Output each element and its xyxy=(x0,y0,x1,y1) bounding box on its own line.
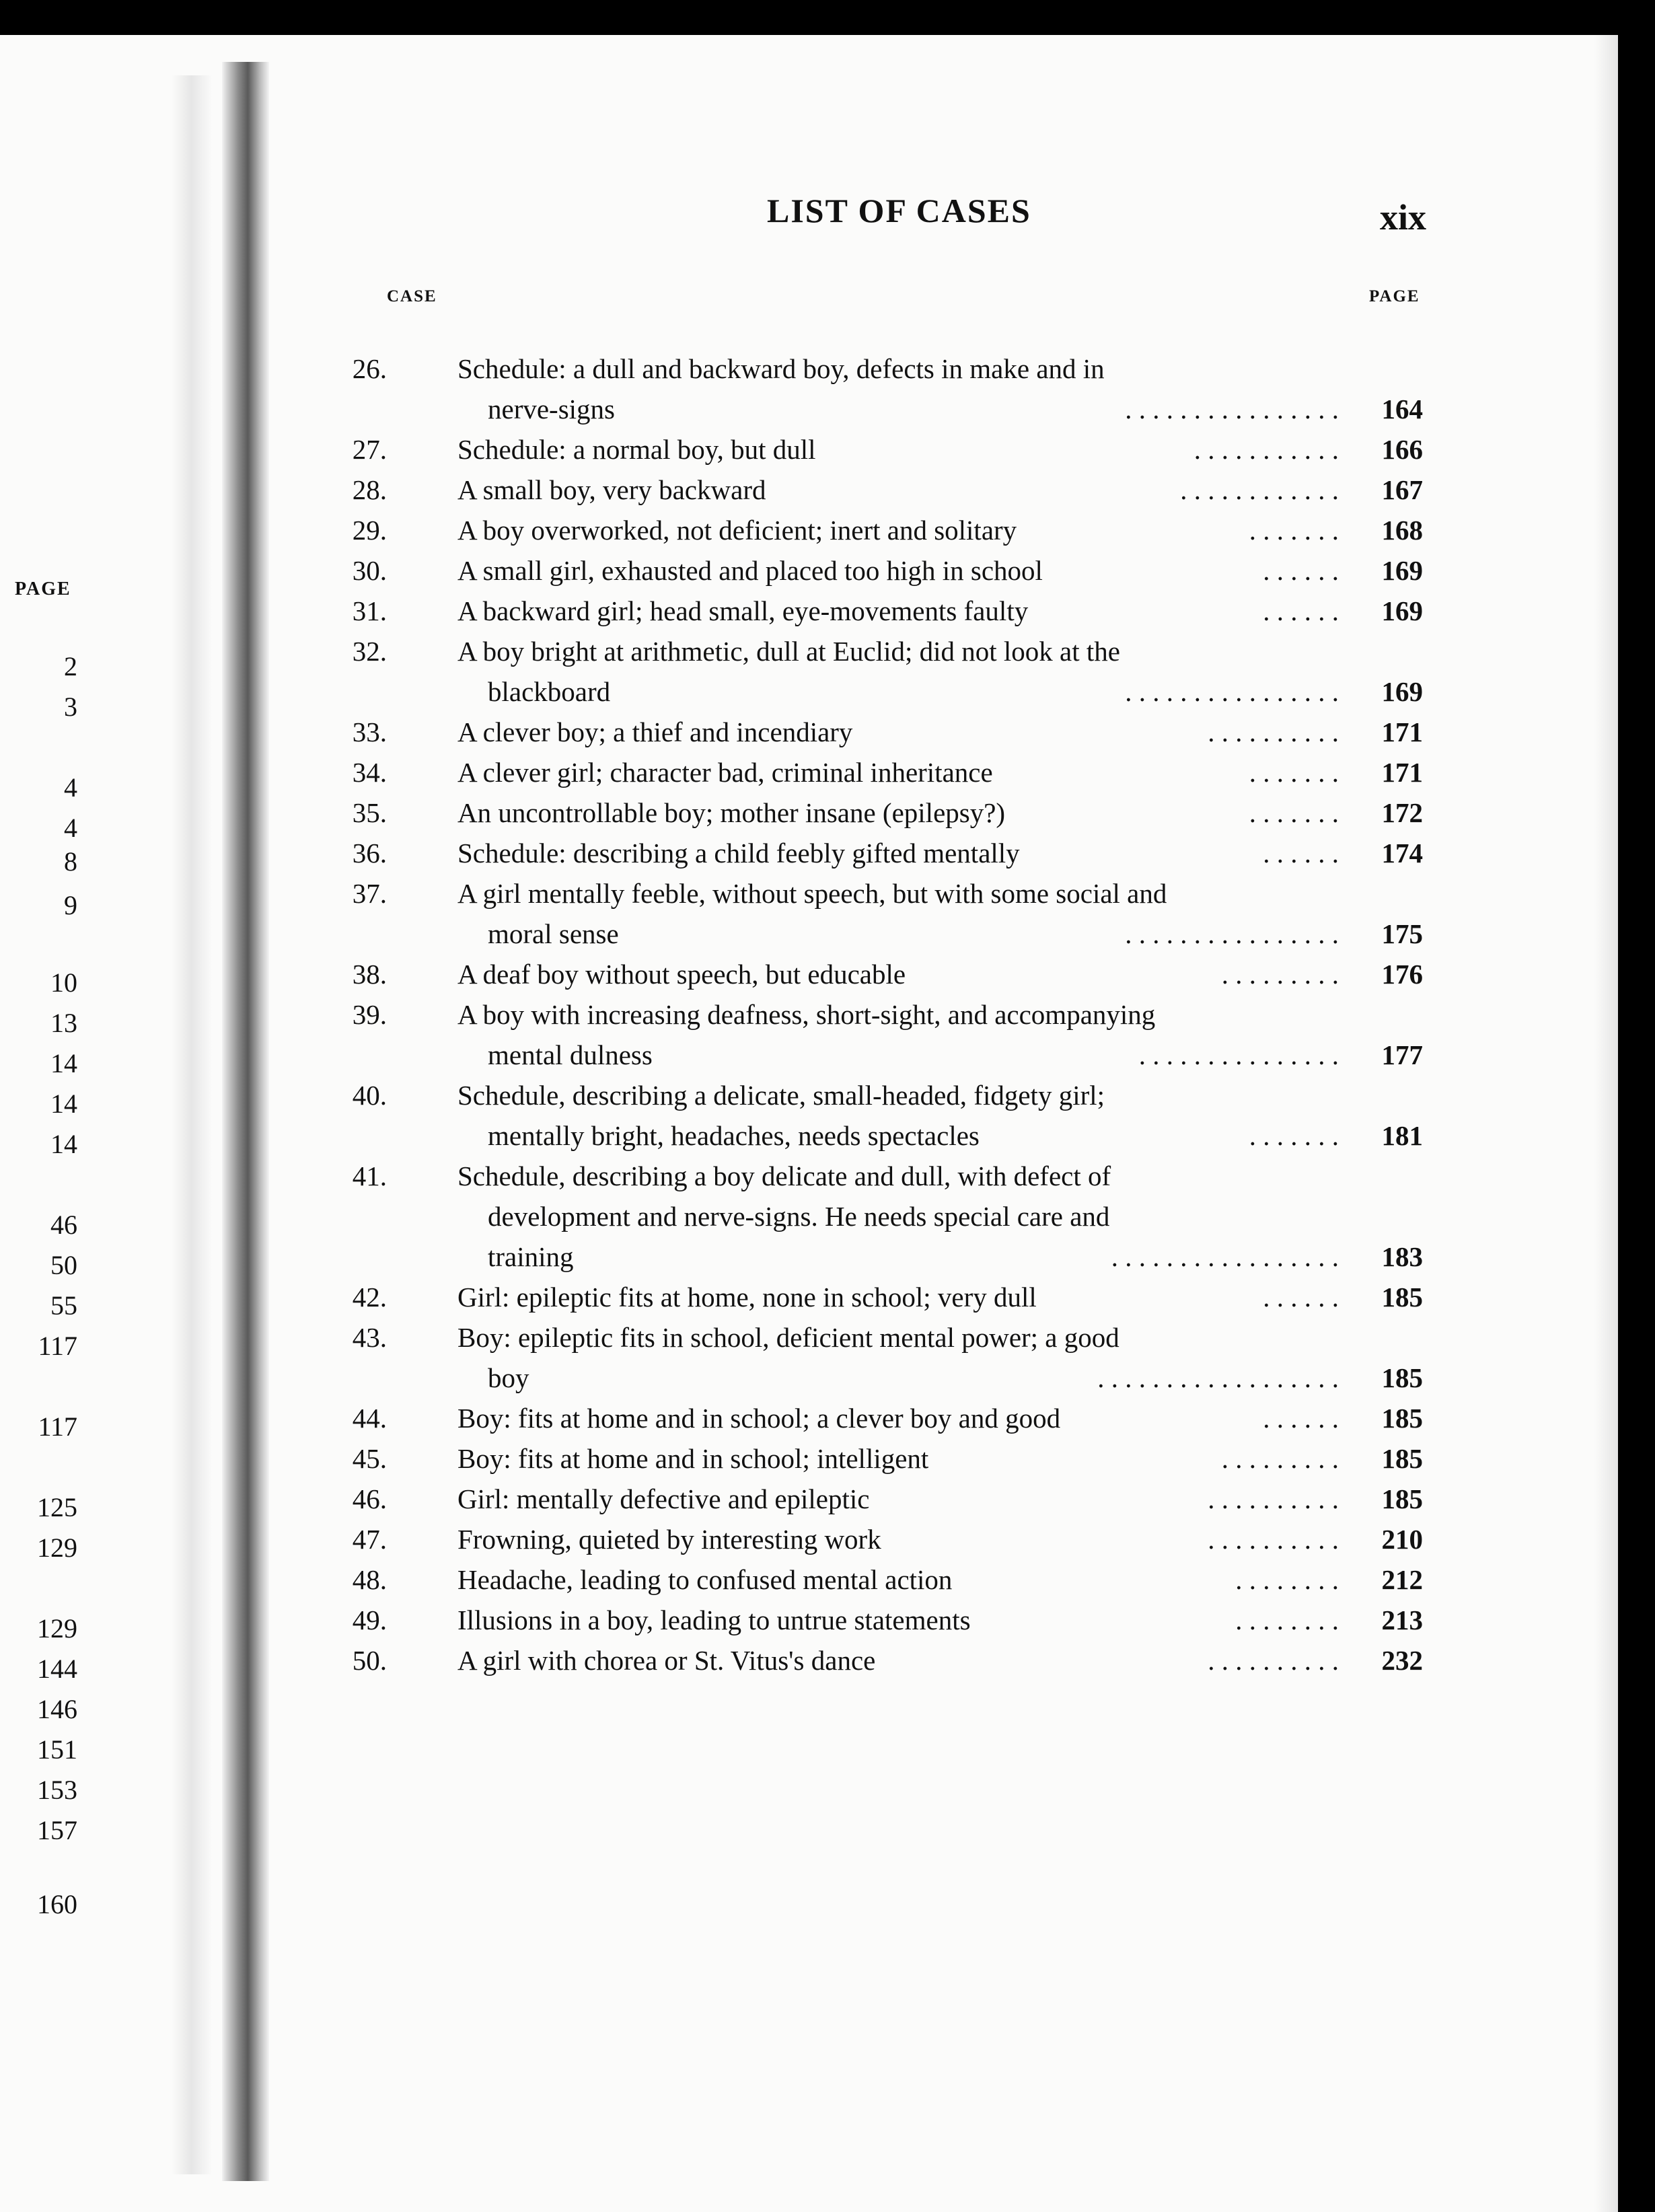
case-description: Schedule: a normal boy, but dull xyxy=(457,434,816,465)
case-page-number: 169 xyxy=(1381,595,1423,626)
case-page-number: 181 xyxy=(1381,1120,1423,1151)
left-page-column-heading: PAGE xyxy=(15,579,71,599)
case-description: Illusions in a boy, leading to untrue statements xyxy=(457,1605,971,1635)
dot-leader: . . . . . . . . . . . . . . . . xyxy=(1125,918,1339,949)
left-page-number: 50 xyxy=(50,1250,77,1280)
left-page-number: 129 xyxy=(37,1533,77,1563)
case-number: 39. xyxy=(352,999,387,1030)
left-page-number: 153 xyxy=(37,1775,77,1805)
case-description: Schedule: a dull and backward boy, defects in make and in xyxy=(457,353,1105,384)
case-number: 43. xyxy=(352,1322,387,1353)
case-description: mentally bright, headaches, needs spectacles xyxy=(488,1120,980,1151)
dot-leader: . . . . . . . . . . xyxy=(1208,1524,1339,1555)
case-column-heading: CASE xyxy=(387,287,437,305)
dot-leader: . . . . . . . xyxy=(1249,797,1339,828)
left-page-number: 2 xyxy=(64,651,77,681)
case-page-number: 176 xyxy=(1381,959,1423,990)
case-page-number: 172 xyxy=(1381,797,1423,828)
dot-leader: . . . . . . xyxy=(1263,1403,1339,1434)
case-page-number: 167 xyxy=(1381,474,1423,505)
case-description: A small girl, exhausted and placed too high in school xyxy=(457,555,1043,586)
case-page-number: 166 xyxy=(1381,434,1423,465)
case-number: 46. xyxy=(352,1483,387,1514)
case-number: 30. xyxy=(352,555,387,586)
case-page-number: 183 xyxy=(1381,1241,1423,1272)
case-page-number: 169 xyxy=(1381,555,1423,586)
case-page-number: 185 xyxy=(1381,1483,1423,1514)
dot-leader: . . . . . . . . . xyxy=(1221,1443,1339,1474)
case-description: Schedule: describing a child feebly gifted mentally xyxy=(457,838,1020,869)
left-page-number: 160 xyxy=(37,1889,77,1919)
case-page-number: 213 xyxy=(1381,1605,1423,1635)
left-page-number: 4 xyxy=(64,772,77,803)
case-page-number: 171 xyxy=(1381,716,1423,747)
case-number: 31. xyxy=(352,595,387,626)
dot-leader: . . . . . . . . . xyxy=(1221,959,1339,990)
case-page-number: 185 xyxy=(1381,1443,1423,1474)
case-description: Schedule, describing a delicate, small-headed, fidgety girl; xyxy=(457,1080,1105,1111)
case-description: A small boy, very backward xyxy=(457,474,766,505)
case-description: A backward girl; head small, eye-movements faulty xyxy=(457,595,1029,626)
dot-leader: . . . . . . . . . . . . . . . . xyxy=(1125,676,1339,707)
dot-leader: . . . . . . . . . . . . xyxy=(1180,474,1339,505)
case-description: Schedule, describing a boy delicate and dull, with defect of xyxy=(457,1160,1111,1191)
case-number: 50. xyxy=(352,1645,387,1676)
case-description: mental dulness xyxy=(488,1039,653,1070)
case-number: 38. xyxy=(352,959,387,990)
case-number: 36. xyxy=(352,838,387,869)
left-page-number: 151 xyxy=(37,1734,77,1765)
left-page-number: 144 xyxy=(37,1654,77,1684)
case-description: A clever boy; a thief and incendiary xyxy=(457,716,853,747)
dot-leader: . . . . . . . . . . . . . . . . xyxy=(1125,394,1339,425)
case-description: Headache, leading to confused mental action xyxy=(457,1564,953,1595)
case-number: 32. xyxy=(352,636,387,667)
left-page-number: 157 xyxy=(37,1815,77,1845)
case-description: Girl: mentally defective and epileptic xyxy=(457,1483,870,1514)
left-page-number: 117 xyxy=(38,1411,77,1442)
dot-leader: . . . . . . . . . . . . . . . . . xyxy=(1111,1241,1339,1272)
dot-leader: . . . . . . . . . . xyxy=(1208,1483,1339,1514)
case-number: 40. xyxy=(352,1080,387,1111)
case-page-number: 164 xyxy=(1381,394,1423,425)
case-number: 48. xyxy=(352,1564,387,1595)
case-description: Boy: epileptic fits in school, deficient mental power; a good xyxy=(457,1322,1119,1353)
dot-leader: . . . . . . . xyxy=(1249,515,1339,546)
case-description: boy xyxy=(488,1362,529,1393)
left-page-number: 129 xyxy=(37,1613,77,1644)
left-page-number: 14 xyxy=(50,1089,77,1119)
left-page-number: 14 xyxy=(50,1048,77,1078)
dot-leader: . . . . . . xyxy=(1263,838,1339,869)
case-page-number: 175 xyxy=(1381,918,1423,949)
case-number: 35. xyxy=(352,797,387,828)
page-edge xyxy=(1594,35,1618,2212)
left-page-number: 146 xyxy=(37,1694,77,1724)
dot-leader: . . . . . . . . . . . . . . . xyxy=(1138,1039,1339,1070)
left-page-number: 3 xyxy=(64,692,77,722)
dot-leader: . . . . . . . . . . xyxy=(1208,1645,1339,1676)
case-description: moral sense xyxy=(488,918,619,949)
page-folio: xix xyxy=(1379,197,1426,237)
case-number: 37. xyxy=(352,878,387,909)
case-description: An uncontrollable boy; mother insane (epilepsy?) xyxy=(457,797,1006,828)
case-page-number: 174 xyxy=(1381,838,1423,869)
page-column-heading: PAGE xyxy=(1369,287,1420,305)
left-page-number: 8 xyxy=(64,846,77,877)
page-shadow xyxy=(172,75,212,2174)
dot-leader: . . . . . . . . xyxy=(1235,1564,1339,1595)
dot-leader: . . . . . . . . . . . xyxy=(1193,434,1339,465)
case-description: A clever girl; character bad, criminal inheritance xyxy=(457,757,993,788)
left-page-number: 46 xyxy=(50,1210,77,1240)
left-page-number: 125 xyxy=(37,1492,77,1522)
case-page-number: 185 xyxy=(1381,1362,1423,1393)
dot-leader: . . . . . . . . . . . . . . . . . . xyxy=(1097,1362,1339,1393)
case-description: blackboard xyxy=(488,676,611,707)
case-description: Frowning, quieted by interesting work xyxy=(457,1524,881,1555)
case-description: A deaf boy without speech, but educable xyxy=(457,959,906,990)
case-page-number: 232 xyxy=(1381,1645,1423,1676)
running-head: LIST OF CASES xyxy=(767,192,1031,229)
case-page-number: 168 xyxy=(1381,515,1423,546)
case-number: 26. xyxy=(352,353,387,384)
left-page-number: 117 xyxy=(38,1331,77,1361)
case-number: 27. xyxy=(352,434,387,465)
case-description: training xyxy=(488,1241,574,1272)
left-page-number: 55 xyxy=(50,1290,77,1321)
case-number: 49. xyxy=(352,1605,387,1635)
case-description: development and nerve-signs. He needs special care and xyxy=(488,1201,1110,1232)
case-description: A boy with increasing deafness, short-sight, and accompanying xyxy=(457,999,1156,1030)
case-page-number: 169 xyxy=(1381,676,1423,707)
left-page-number: 14 xyxy=(50,1129,77,1159)
left-page-number: 4 xyxy=(64,813,77,843)
case-number: 41. xyxy=(352,1160,387,1191)
book-spread xyxy=(0,35,1618,2212)
dot-leader: . . . . . . xyxy=(1263,1282,1339,1313)
book-gutter xyxy=(222,62,269,2181)
case-number: 28. xyxy=(352,474,387,505)
dot-leader: . . . . . . xyxy=(1263,595,1339,626)
case-description: Girl: epileptic fits at home, none in school; very dull xyxy=(457,1282,1037,1313)
case-description: nerve-signs xyxy=(488,394,616,425)
case-page-number: 185 xyxy=(1381,1282,1423,1313)
left-page-number: 9 xyxy=(64,890,77,920)
left-page-number: 10 xyxy=(50,967,77,998)
case-description: Boy: fits at home and in school; a clever boy and good xyxy=(457,1403,1061,1434)
dot-leader: . . . . . . . . xyxy=(1235,1605,1339,1635)
case-description: Boy: fits at home and in school; intelligent xyxy=(457,1443,929,1474)
case-description: A boy bright at arithmetic, dull at Euclid; did not look at the xyxy=(457,636,1120,667)
case-page-number: 177 xyxy=(1381,1039,1423,1070)
left-page-fragment xyxy=(0,35,87,2212)
dot-leader: . . . . . . . . . . xyxy=(1208,716,1339,747)
case-number: 45. xyxy=(352,1443,387,1474)
dot-leader: . . . . . . . xyxy=(1249,1120,1339,1151)
case-number: 42. xyxy=(352,1282,387,1313)
left-page-number: 13 xyxy=(50,1008,77,1038)
dot-leader: . . . . . . . xyxy=(1249,757,1339,788)
case-number: 34. xyxy=(352,757,387,788)
case-description: A girl mentally feeble, without speech, but with some social and xyxy=(457,878,1167,909)
case-description: A girl with chorea or St. Vitus's dance xyxy=(457,1645,876,1676)
case-number: 33. xyxy=(352,716,387,747)
case-page-number: 185 xyxy=(1381,1403,1423,1434)
case-number: 47. xyxy=(352,1524,387,1555)
case-description: A boy overworked, not deficient; inert and solitary xyxy=(457,515,1017,546)
case-number: 44. xyxy=(352,1403,387,1434)
case-page-number: 212 xyxy=(1381,1564,1423,1595)
case-number: 29. xyxy=(352,515,387,546)
case-page-number: 210 xyxy=(1381,1524,1423,1555)
case-page-number: 171 xyxy=(1381,757,1423,788)
dot-leader: . . . . . . xyxy=(1263,555,1339,586)
